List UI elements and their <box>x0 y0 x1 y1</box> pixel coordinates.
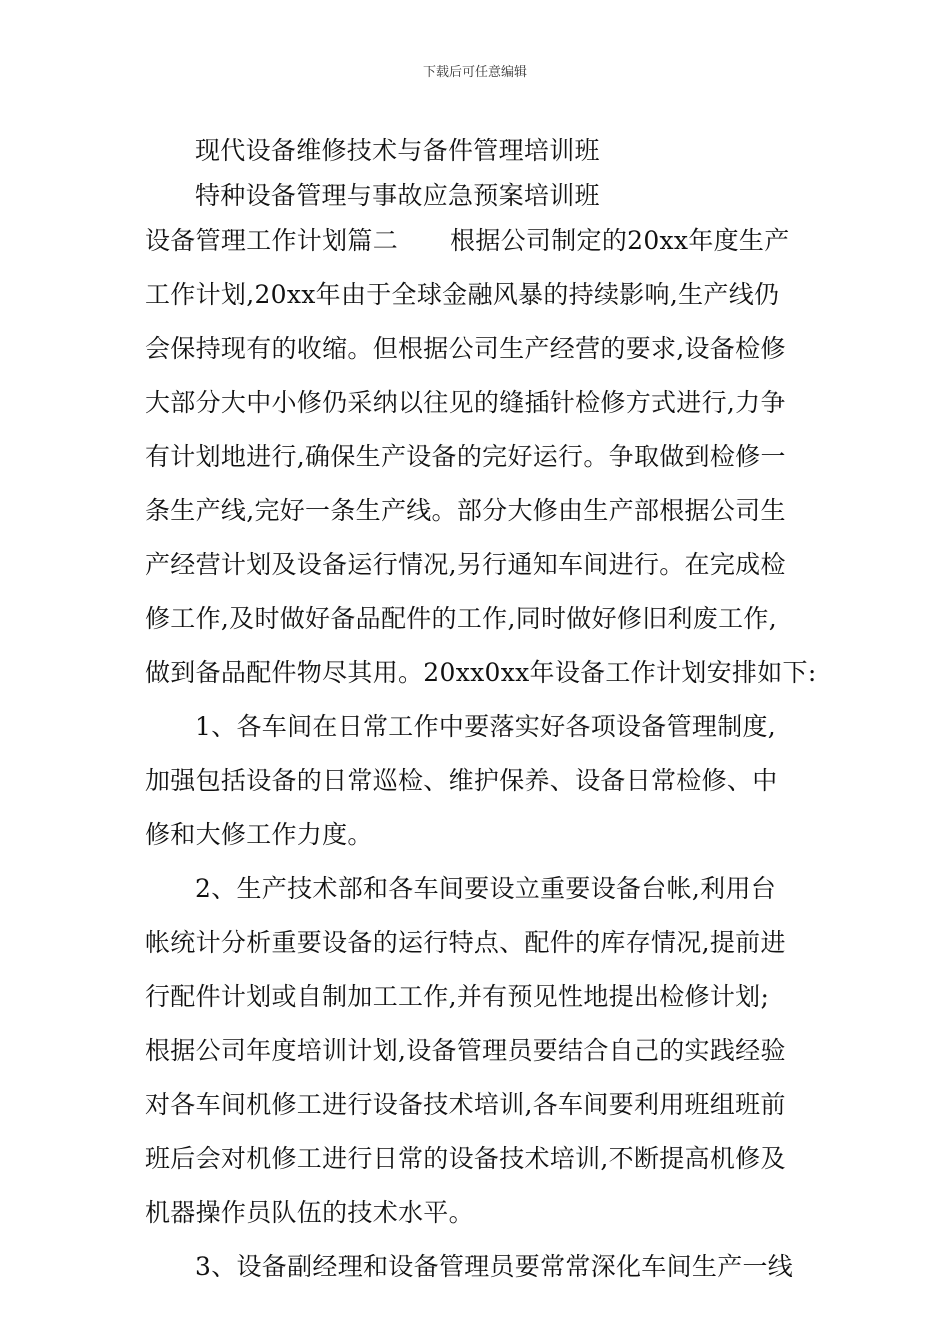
paragraph-line: 根据公司年度培训计划,设备管理员要结合自己的实践经验 <box>145 1036 786 1065</box>
paragraph-line: 行配件计划或自制加工工作,并有预见性地提出检修计划; <box>145 982 770 1011</box>
paragraph-line: 有计划地进行,确保生产设备的完好运行。争取做到检修一 <box>145 442 786 471</box>
paragraph-line: 修和大修工作力度。 <box>145 820 373 849</box>
paragraph-line: 条生产线,完好一条生产线。部分大修由生产部根据公司生 <box>145 496 786 525</box>
training-course-line: 特种设备管理与事故应急预案培训班 <box>195 181 600 210</box>
list-item-line: 1、各车间在日常工作中要落实好各项设备管理制度, <box>195 712 777 741</box>
section-heading-line <box>145 218 810 263</box>
paragraph-line: 加强包括设备的日常巡检、维护保养、设备日常检修、中 <box>145 766 778 795</box>
paragraph-line: 产经营计划及设备运行情况,另行通知车间进行。在完成检 <box>145 550 786 579</box>
paragraph-line: 大部分大中小修仍采纳以往见的缝插针检修方式进行,力争 <box>145 388 786 417</box>
paragraph-line: 做到备品配件物尽其用。20xx0xx年设备工作计划安排如下: <box>145 658 817 687</box>
paragraph-text: 根据公司制定的20xx年度生产 <box>450 226 790 255</box>
list-item-line: 3、设备副经理和设备管理员要常常深化车间生产一线 <box>195 1252 794 1281</box>
document-body <box>145 128 817 1289</box>
paragraph-line: 机器操作员队伍的技术水平。 <box>145 1198 474 1227</box>
paragraph-line: 班后会对机修工进行日常的设备技术培训,不断提高机修及 <box>145 1144 786 1173</box>
paragraph-line: 帐统计分析重要设备的运行特点、配件的库存情况,提前进 <box>145 928 786 957</box>
page-header: 下载后可任意编辑 <box>422 65 527 80</box>
paragraph-line: 修工作,及时做好备品配件的工作,同时做好修旧利废工作, <box>145 604 777 633</box>
training-course-line: 现代设备维修技术与备件管理培训班 <box>195 136 600 165</box>
paragraph-line: 对各车间机修工进行设备技术培训,各车间要利用班组班前 <box>145 1090 786 1119</box>
list-item-line: 2、生产技术部和各车间要设立重要设备台帐,利用台 <box>195 874 777 903</box>
paragraph-line: 会保持现有的收缩。但根据公司生产经营的要求,设备检修 <box>145 334 786 363</box>
section-title: 设备管理工作计划篇二 <box>145 226 399 255</box>
paragraph-line: 工作计划,20xx年由于全球金融风暴的持续影响,生产线仍 <box>145 280 780 309</box>
